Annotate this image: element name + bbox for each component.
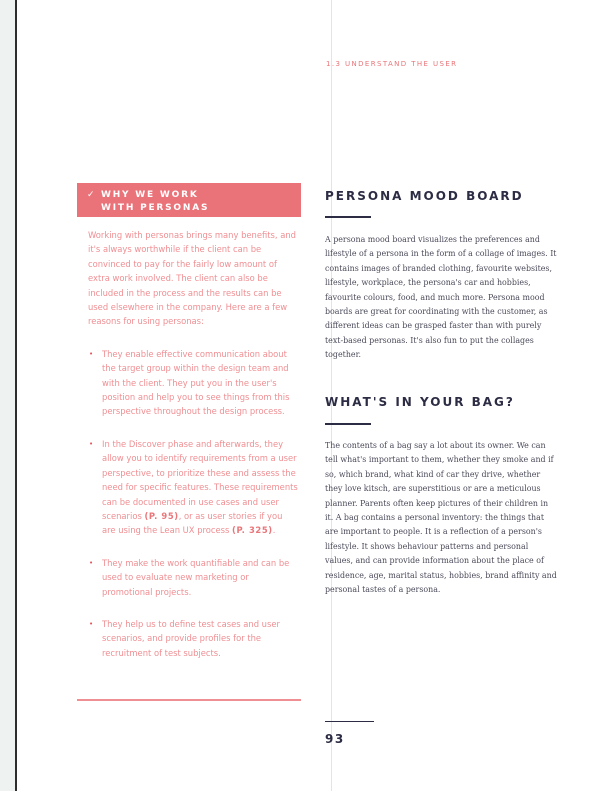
page-number-divider xyxy=(325,721,374,722)
bullet-text: They enable effective communication about the target group within the design team and with the client. They put you in the user's position and help you to see things from this perspective throughout the design process. xyxy=(102,348,290,417)
sidebar-divider xyxy=(77,699,301,701)
section-body: The contents of a bag say a lot about its owner. We can tell what's important to them, whether they smoke and if so, which brand, what kind of car they drive, whether they love kitsch, are superstitious or are a meticulous planner. Parents often keep pictures of their children in it. A bag contains a personal inventory: the things that are important to people. It is a reflection of a person's lifestyle. It shows behaviour patterns and personal values, and can provide information about the place of residence, age, marital status, hobbies, brand affinity and personal tastes of a persona. xyxy=(325,441,557,595)
list-item xyxy=(88,556,298,599)
bullet-text: In the Discover phase and afterwards, they allow you to identify requirements from a user perspective, to prioritize these and assess the need for specific features. These requirements can be documented in use cases and user scenarios xyxy=(102,438,298,521)
sidebar-bullet-list xyxy=(88,347,298,660)
bullet-text: , or as user stories if you are using the Lean UX process xyxy=(102,510,283,536)
section-heading: PERSONA MOOD BOARD xyxy=(325,189,524,203)
sidebar-title xyxy=(77,183,301,217)
sidebar-title-line1: WHY WE WORK xyxy=(101,190,199,200)
list-item xyxy=(88,617,298,660)
bullet-text: They help us to define test cases and user scenarios, and provide profiles for the recruitment of test subjects. xyxy=(102,618,280,658)
bullet-icon: • xyxy=(89,619,94,628)
bullet-text: They make the work quantifiable and can be used to evaluate new marketing or promotional projects. xyxy=(102,557,290,597)
sidebar-body xyxy=(88,228,298,678)
bullet-icon: • xyxy=(89,349,94,358)
section-body: A persona mood board visualizes the preferences and lifestyle of a persona in the form of a collage of images. It contains images of branded clothing, favourite websites, lifestyle, workplace, the persona's car and hobbies, favourite colours, food, and much more. Persona mood boards are great for coordinating with the customer, as different ideas can be grasped faster than with purely text-based personas. It's also fun to put the collages together. xyxy=(325,235,557,360)
list-item xyxy=(88,437,298,538)
bullet-icon: • xyxy=(89,439,94,448)
sidebar-intro: Working with personas brings many benefits, and it's always worthwhile if the client can be convinced to pay for the fairly low amount of extra work involved. The client can also be included in the process and the results can be used elsewhere in the company. Here are a few reasons for using personas: xyxy=(88,230,297,327)
page-reference: (P. 325) xyxy=(232,525,273,536)
list-item xyxy=(88,347,298,419)
heading-divider xyxy=(325,216,371,218)
page-reference: (P. 95) xyxy=(144,510,179,521)
bullet-text: . xyxy=(272,525,276,536)
running-head: 1.3 UNDERSTAND THE USER xyxy=(326,60,458,68)
bullet-icon: • xyxy=(89,558,94,567)
sidebar-title-line2: WITH PERSONAS xyxy=(101,203,210,213)
page-number: 93 xyxy=(325,732,345,746)
heading-divider xyxy=(325,423,371,425)
section-heading: WHAT'S IN YOUR BAG? xyxy=(325,395,515,409)
check-icon: ✓ xyxy=(87,190,97,200)
